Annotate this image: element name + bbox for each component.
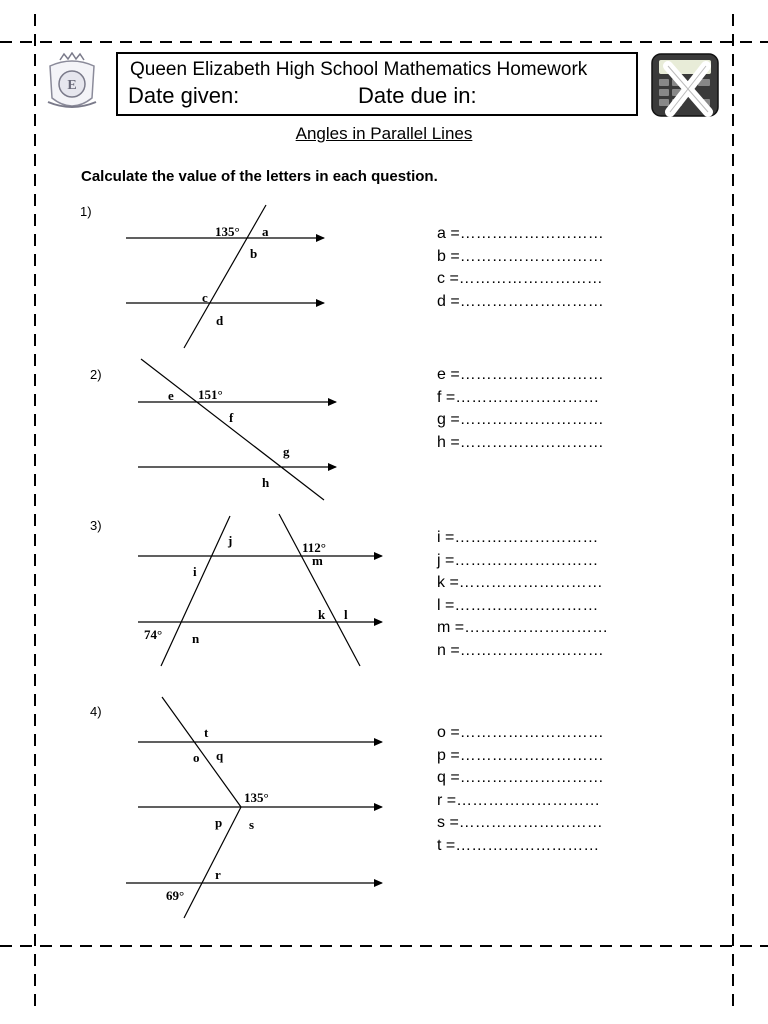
school-title: Queen Elizabeth High School Mathematics Homework bbox=[130, 59, 588, 80]
calculator-icon bbox=[650, 52, 720, 118]
answer-line[interactable]: c =……………………… bbox=[437, 270, 603, 287]
q2-label-h: h bbox=[262, 475, 270, 490]
q3-label-n: n bbox=[192, 631, 200, 646]
question-1-number: 1) bbox=[80, 204, 92, 219]
q2-label-e: e bbox=[168, 388, 174, 403]
answer-line[interactable]: m =……………………… bbox=[437, 619, 609, 636]
q3-diagram bbox=[138, 514, 382, 666]
q1-label-c: c bbox=[202, 290, 208, 305]
answer-line[interactable]: d =……………………… bbox=[437, 292, 604, 310]
q2-answers bbox=[437, 364, 604, 454]
q3-given-angle-112: 112° bbox=[302, 540, 326, 555]
answer-line[interactable]: s =……………………… bbox=[437, 814, 603, 831]
instruction-text: Calculate the value of the letters in each question. bbox=[81, 168, 438, 185]
header-box bbox=[116, 52, 638, 116]
answer-line[interactable]: h =……………………… bbox=[437, 433, 604, 451]
answer-line[interactable]: o =……………………… bbox=[437, 724, 604, 741]
answer-line[interactable]: l =……………………… bbox=[437, 596, 599, 614]
q4-answers bbox=[437, 722, 604, 857]
answer-line[interactable]: k =……………………… bbox=[437, 574, 603, 591]
school-logo bbox=[44, 52, 100, 118]
q1-given-angle: 135° bbox=[215, 224, 240, 239]
q4-diagram bbox=[126, 697, 382, 918]
q2-given-angle: 151° bbox=[198, 387, 223, 402]
q3-label-k: k bbox=[318, 607, 326, 622]
q4-label-r: r bbox=[215, 867, 221, 882]
q3-label-m: m bbox=[312, 553, 323, 568]
q4-label-o: o bbox=[193, 750, 200, 765]
svg-text:E: E bbox=[67, 78, 77, 93]
question-4-number: 4) bbox=[90, 704, 102, 719]
q1-label-a: a bbox=[262, 224, 269, 239]
answer-line[interactable]: t =……………………… bbox=[437, 836, 600, 854]
q3-label-j: j bbox=[228, 533, 233, 548]
q2-diagram bbox=[138, 359, 336, 500]
q1-label-b: b bbox=[250, 246, 258, 261]
answer-line[interactable]: a =……………………… bbox=[437, 225, 604, 242]
q1-label-d: d bbox=[216, 313, 224, 328]
question-3-number: 3) bbox=[90, 518, 102, 533]
answer-line[interactable]: g =……………………… bbox=[437, 411, 604, 428]
answer-line[interactable]: e =……………………… bbox=[437, 366, 604, 383]
answer-line[interactable]: p =……………………… bbox=[437, 746, 604, 764]
q4-given-angle-69: 69° bbox=[166, 888, 185, 903]
q3-given-angle-74: 74° bbox=[144, 627, 163, 642]
cut-border bbox=[0, 14, 768, 1010]
q4-label-t: t bbox=[204, 725, 209, 740]
q4-label-s: s bbox=[249, 817, 255, 832]
answer-line[interactable]: j =……………………… bbox=[437, 551, 599, 569]
answer-line[interactable]: q =……………………… bbox=[437, 769, 604, 786]
answer-line[interactable]: n =……………………… bbox=[437, 641, 604, 659]
q4-given-angle-135: 135° bbox=[244, 790, 269, 805]
q3-answers bbox=[437, 527, 608, 662]
q3-label-i: i bbox=[193, 564, 197, 579]
answer-line[interactable]: b =……………………… bbox=[437, 247, 604, 265]
q4-label-p: p bbox=[215, 815, 223, 830]
date-given-label: Date given: bbox=[128, 83, 240, 108]
worksheet-title bbox=[0, 124, 768, 144]
question-2-number: 2) bbox=[90, 367, 102, 382]
q4-label-q: q bbox=[216, 748, 224, 763]
q2-label-f: f bbox=[229, 410, 234, 425]
q3-label-l: l bbox=[344, 607, 348, 622]
q1-answers bbox=[437, 223, 604, 313]
answer-line[interactable]: r =……………………… bbox=[437, 791, 601, 809]
q2-label-g: g bbox=[283, 444, 290, 459]
date-due-label: Date due in: bbox=[358, 83, 477, 108]
crest-icon bbox=[44, 52, 100, 118]
answer-line[interactable]: f =……………………… bbox=[437, 388, 600, 406]
answer-line[interactable]: i =……………………… bbox=[437, 529, 599, 546]
worksheet-title-text: Angles in Parallel Lines bbox=[295, 124, 473, 143]
